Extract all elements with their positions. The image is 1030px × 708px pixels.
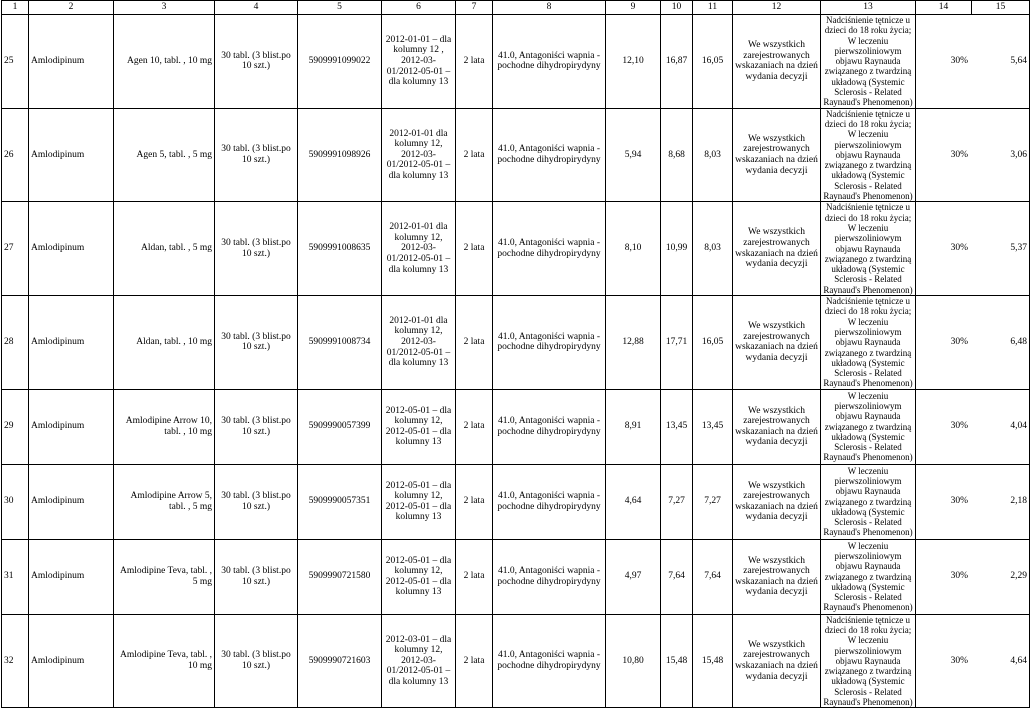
financing-limit: 16,05 [693,296,733,390]
reimbursed-indications: We wszystkich zarejestrowanych wskazaniach na dzień wydania decyzji [733,296,821,390]
payment-level: 30% [950,56,968,67]
row-number: 28 [2,296,29,390]
effective-dates: 2012-01-01 dla kolumny 12, 2012-03-01/2012-05-01 – dla kolumny 13 [382,202,456,296]
off-label-indications: Nadciśnienie tętnicze u dzieci do 18 roku życia; W leczeniu pierwszoliniowym objawu Raynauda związanego z twardziną układową (Systemic Sclerosis - Related Raynaud's Phenomenon) [821,15,916,109]
limit-group: 41.0, Antagoniści wapnia - pochodne dihydropirydyny [493,389,606,464]
patient-copayment: 5,37 [1010,243,1027,254]
column-header-12: 12 [733,1,821,15]
package-size: 30 tabl. (3 blist.po 10 szt.) [215,296,298,390]
reimbursed-indications: We wszystkich zarejestrowanych wskazaniach na dzień wydania decyzji [733,464,821,539]
payment-cell [916,464,1030,539]
reimbursed-indications: We wszystkich zarejestrowanych wskazaniach na dzień wydania decyzji [733,614,821,708]
product-name: Amlodipine Arrow 5, tabl. , 5 mg [114,464,215,539]
row-number: 31 [2,539,29,614]
column-header-14: 14 [916,1,972,15]
effective-dates: 2012-05-01 – dla kolumny 12, 2012-05-01 – dla kolumny 13 [382,464,456,539]
limit-group: 41.0, Antagoniści wapnia - pochodne dihydropirydyny [493,202,606,296]
table-row [2,539,1030,614]
payment-cell [916,614,1030,708]
off-label-indications: Nadciśnienie tętnicze u dzieci do 18 roku życia; W leczeniu pierwszoliniowym objawu Raynauda związanego z twardziną układową (Systemic Sclerosis - Related Raynaud's Phenomenon) [821,614,916,708]
table-row [2,108,1030,202]
reimbursement-table [1,0,1030,708]
retail-price: 16,87 [661,15,693,109]
decision-validity: 2 lata [456,296,493,390]
off-label-indications: W leczeniu pierwszoliniowym objawu Raynauda związanego z twardziną układową (Systemic Sclerosis - Related Raynaud's Phenomenon) [821,389,916,464]
retail-price: 8,68 [661,108,693,202]
table-row [2,202,1030,296]
payment-level: 30% [950,496,968,507]
ean-code: 5909990721580 [298,539,382,614]
column-header-4: 4 [215,1,298,15]
ean-code: 5909991008635 [298,202,382,296]
product-name: Agen 10, tabl. , 10 mg [114,15,215,109]
financing-limit: 8,03 [693,202,733,296]
substance-name: Amlodipinum [29,15,114,109]
financing-limit: 8,03 [693,108,733,202]
substance-name: Amlodipinum [29,202,114,296]
decision-validity: 2 lata [456,614,493,708]
column-header-13: 13 [821,1,916,15]
table-row [2,614,1030,708]
effective-dates: 2012-01-01 dla kolumny 12, 2012-03-01/2012-05-01 – dla kolumny 13 [382,108,456,202]
ean-code: 5909991098926 [298,108,382,202]
row-number: 27 [2,202,29,296]
limit-group: 41.0, Antagoniści wapnia - pochodne dihydropirydyny [493,15,606,109]
official-sale-price: 5,94 [606,108,661,202]
product-name: Amlodipine Teva, tabl. , 5 mg [114,539,215,614]
retail-price: 17,71 [661,296,693,390]
retail-price: 13,45 [661,389,693,464]
retail-price: 15,48 [661,614,693,708]
product-name: Amlodipine Teva, tabl. , 10 mg [114,614,215,708]
effective-dates: 2012-05-01 – dla kolumny 12, 2012-05-01 – dla kolumny 13 [382,539,456,614]
substance-name: Amlodipinum [29,296,114,390]
payment-level: 30% [950,655,968,666]
payment-cell [916,389,1030,464]
product-name: Aldan, tabl. , 5 mg [114,202,215,296]
financing-limit: 13,45 [693,389,733,464]
row-number: 26 [2,108,29,202]
retail-price: 10,99 [661,202,693,296]
patient-copayment: 3,06 [1010,149,1027,160]
effective-dates: 2012-05-01 – dla kolumny 12, 2012-05-01 – dla kolumny 13 [382,389,456,464]
patient-copayment: 2,18 [1010,496,1027,507]
ean-code: 5909990057351 [298,464,382,539]
limit-group: 41.0, Antagoniści wapnia - pochodne dihydropirydyny [493,108,606,202]
official-sale-price: 8,91 [606,389,661,464]
payment-cell [916,108,1030,202]
package-size: 30 tabl. (3 blist.po 10 szt.) [215,389,298,464]
financing-limit: 7,27 [693,464,733,539]
decision-validity: 2 lata [456,108,493,202]
package-size: 30 tabl. (3 blist.po 10 szt.) [215,202,298,296]
package-size: 30 tabl. (3 blist.po 10 szt.) [215,108,298,202]
patient-copayment: 4,64 [1010,655,1027,666]
package-size: 30 tabl. (3 blist.po 10 szt.) [215,614,298,708]
effective-dates: 2012-01-01 – dla kolumny 12 , 2012-03-01/2012-05-01 – dla kolumny 13 [382,15,456,109]
reimbursed-indications: We wszystkich zarejestrowanych wskazaniach na dzień wydania decyzji [733,389,821,464]
limit-group: 41.0, Antagoniści wapnia - pochodne dihydropirydyny [493,296,606,390]
payment-cell [916,539,1030,614]
off-label-indications: Nadciśnienie tętnicze u dzieci do 18 roku życia; W leczeniu pierwszoliniowym objawu Raynauda związanego z twardziną układową (Systemic Sclerosis - Related Raynaud's Phenomenon) [821,108,916,202]
ean-code: 5909990721603 [298,614,382,708]
off-label-indications: W leczeniu pierwszoliniowym objawu Raynauda związanego z twardziną układową (Systemic Sclerosis - Related Raynaud's Phenomenon) [821,539,916,614]
limit-group: 41.0, Antagoniści wapnia - pochodne dihydropirydyny [493,539,606,614]
patient-copayment: 2,29 [1010,571,1027,582]
package-size: 30 tabl. (3 blist.po 10 szt.) [215,539,298,614]
column-header-5: 5 [298,1,382,15]
financing-limit: 16,05 [693,15,733,109]
product-name: Amlodipine Arrow 10, tabl. , 10 mg [114,389,215,464]
payment-level: 30% [950,421,968,432]
retail-price: 7,27 [661,464,693,539]
column-header-2: 2 [29,1,114,15]
substance-name: Amlodipinum [29,539,114,614]
patient-copayment: 4,04 [1010,421,1027,432]
column-header-11: 11 [693,1,733,15]
ean-code: 5909991008734 [298,296,382,390]
effective-dates: 2012-01-01 dla kolumny 12, 2012-03-01/2012-05-01 – dla kolumny 13 [382,296,456,390]
table-row [2,15,1030,109]
substance-name: Amlodipinum [29,108,114,202]
limit-group: 41.0, Antagoniści wapnia - pochodne dihydropirydyny [493,464,606,539]
off-label-indications: Nadciśnienie tętnicze u dzieci do 18 roku życia; W leczeniu pierwszoliniowym objawu Raynauda związanego z twardziną układową (Systemic Sclerosis - Related Raynaud's Phenomenon) [821,296,916,390]
official-sale-price: 4,97 [606,539,661,614]
payment-level: 30% [950,337,968,348]
reimbursed-indications: We wszystkich zarejestrowanych wskazaniach na dzień wydania decyzji [733,108,821,202]
patient-copayment: 6,48 [1010,337,1027,348]
official-sale-price: 12,10 [606,15,661,109]
patient-copayment: 5,64 [1010,56,1027,67]
official-sale-price: 4,64 [606,464,661,539]
official-sale-price: 8,10 [606,202,661,296]
decision-validity: 2 lata [456,389,493,464]
row-number: 32 [2,614,29,708]
column-header-10: 10 [661,1,693,15]
row-number: 29 [2,389,29,464]
decision-validity: 2 lata [456,539,493,614]
column-header-3: 3 [114,1,215,15]
column-header-9: 9 [606,1,661,15]
payment-cell [916,15,1030,109]
substance-name: Amlodipinum [29,614,114,708]
table-row [2,464,1030,539]
payment-level: 30% [950,149,968,160]
retail-price: 7,64 [661,539,693,614]
payment-cell [916,296,1030,390]
limit-group: 41.0, Antagoniści wapnia - pochodne dihydropirydyny [493,614,606,708]
column-header-6: 6 [382,1,456,15]
off-label-indications: Nadciśnienie tętnicze u dzieci do 18 roku życia; W leczeniu pierwszoliniowym objawu Raynauda związanego z twardziną układową (Systemic Sclerosis - Related Raynaud's Phenomenon) [821,202,916,296]
official-sale-price: 10,80 [606,614,661,708]
reimbursed-indications: We wszystkich zarejestrowanych wskazaniach na dzień wydania decyzji [733,15,821,109]
column-header-7: 7 [456,1,493,15]
official-sale-price: 12,88 [606,296,661,390]
off-label-indications: W leczeniu pierwszoliniowym objawu Raynauda związanego z twardziną układową (Systemic Sclerosis - Related Raynaud's Phenomenon) [821,464,916,539]
substance-name: Amlodipinum [29,464,114,539]
column-header-1: 1 [2,1,29,15]
column-header-15: 15 [972,1,1030,15]
package-size: 30 tabl. (3 blist.po 10 szt.) [215,15,298,109]
row-number: 30 [2,464,29,539]
table-row [2,389,1030,464]
table-row [2,296,1030,390]
decision-validity: 2 lata [456,202,493,296]
payment-level: 30% [950,571,968,582]
package-size: 30 tabl. (3 blist.po 10 szt.) [215,464,298,539]
ean-code: 5909991099022 [298,15,382,109]
effective-dates: 2012-03-01 – dla kolumny 12, 2012-03-01/2012-05-01 – dla kolumny 13 [382,614,456,708]
financing-limit: 15,48 [693,614,733,708]
product-name: Agen 5, tabl. , 5 mg [114,108,215,202]
reimbursed-indications: We wszystkich zarejestrowanych wskazaniach na dzień wydania decyzji [733,202,821,296]
product-name: Aldan, tabl. , 10 mg [114,296,215,390]
payment-cell [916,202,1030,296]
substance-name: Amlodipinum [29,389,114,464]
financing-limit: 7,64 [693,539,733,614]
decision-validity: 2 lata [456,464,493,539]
reimbursed-indications: We wszystkich zarejestrowanych wskazaniach na dzień wydania decyzji [733,539,821,614]
decision-validity: 2 lata [456,15,493,109]
column-number-header [2,1,1030,15]
column-header-8: 8 [493,1,606,15]
payment-level: 30% [950,243,968,254]
row-number: 25 [2,15,29,109]
ean-code: 5909990057399 [298,389,382,464]
